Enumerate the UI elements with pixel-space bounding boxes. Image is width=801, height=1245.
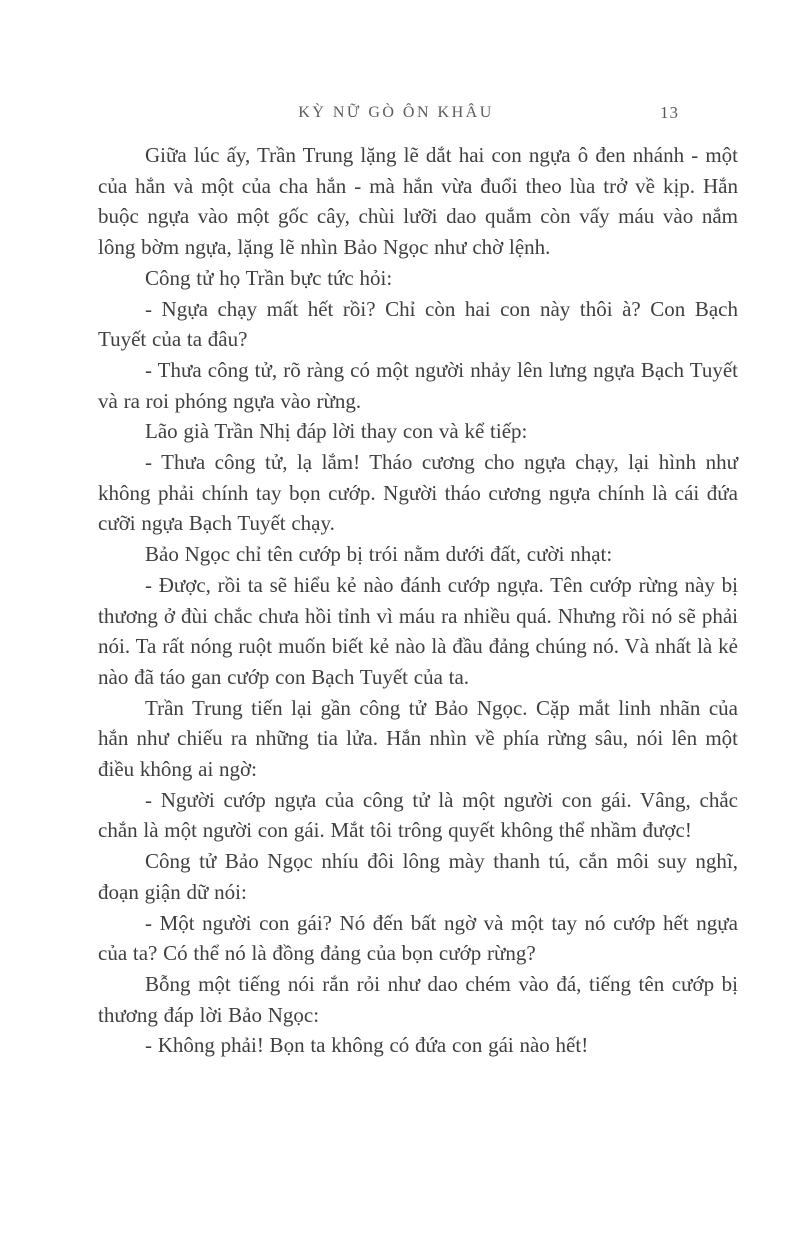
paragraph: - Người cướp ngựa của công tử là một người con gái. Vâng, chắc chắn là một người con gái. Mắt tôi trông quyết không thể nhầm được! [98, 787, 738, 843]
paragraph: - Không phải! Bọn ta không có đứa con gái nào hết! [145, 1033, 589, 1058]
paragraph: Giữa lúc ấy, Trần Trung lặng lẽ dắt hai con ngựa ô đen nhánh - một của hắn và một của cha hắn - mà hắn vừa đuổi theo lùa trở về kịp. Hắn buộc ngựa vào một gốc cây, chùi lưỡi dao quắm còn vấy máu vào nắm lông bờm ngựa, lặng lẽ nhìn Bảo Ngọc như chờ lệnh. [98, 143, 738, 260]
paragraph: - Một người con gái? Nó đến bất ngờ và một tay nó cướp hết ngựa của ta? Có thể nó là đồng đảng của bọn cướp rừng? [98, 910, 738, 966]
page-number: 13 [660, 103, 679, 122]
paragraph: Công tử Bảo Ngọc nhíu đôi lông mày thanh tú, cắn môi suy nghĩ, đoạn giận dữ nói: [98, 849, 738, 904]
paragraph: Bỗng một tiếng nói rắn rỏi như dao chém vào đá, tiếng tên cướp bị thương đáp lời Bảo Ngọc: [98, 971, 738, 1027]
paragraph: - Ngựa chạy mất hết rồi? Chỉ còn hai con này thôi à? Con Bạch Tuyết của ta đâu? [98, 296, 738, 352]
paragraph: Trần Trung tiến lại gần công tử Bảo Ngọc. Cặp mắt linh nhãn của hắn như chiếu ra những tia lửa. Hắn nhìn về phía rừng sâu, nói lên một điều không ai ngờ: [98, 695, 738, 782]
body-text [98, 140, 738, 1061]
paragraph: - Thưa công tử, rõ ràng có một người nhảy lên lưng ngựa Bạch Tuyết và ra roi phóng ngựa vào rừng. [98, 357, 738, 413]
paragraph: Lão già Trần Nhị đáp lời thay con và kể tiếp: [145, 419, 528, 444]
paragraph: Bảo Ngọc chỉ tên cướp bị trói nằm dưới đất, cười nhạt: [145, 542, 613, 567]
running-header-title: KỲ NỮ GÒ ÔN KHÂU [298, 104, 494, 121]
paragraph: Công tử họ Trần bực tức hỏi: [145, 265, 393, 290]
paragraph: - Thưa công tử, lạ lắm! Tháo cương cho ngựa chạy, lại hình như không phải chính tay bọn cướp. Người tháo cương ngựa chính là cái đứa cưỡi ngựa Bạch Tuyết chạy. [98, 450, 738, 536]
paragraph: - Được, rồi ta sẽ hiểu kẻ nào đánh cướp ngựa. Tên cướp rừng này bị thương ở đùi chắc chưa hồi tỉnh vì máu ra nhiều quá. Nhưng rồi nó sẽ phải nói. Ta rất nóng ruột muốn biết kẻ nào là đầu đảng chúng nó. Và nhất là kẻ nào đã táo gan cướp con Bạch Tuyết của ta. [98, 572, 738, 689]
